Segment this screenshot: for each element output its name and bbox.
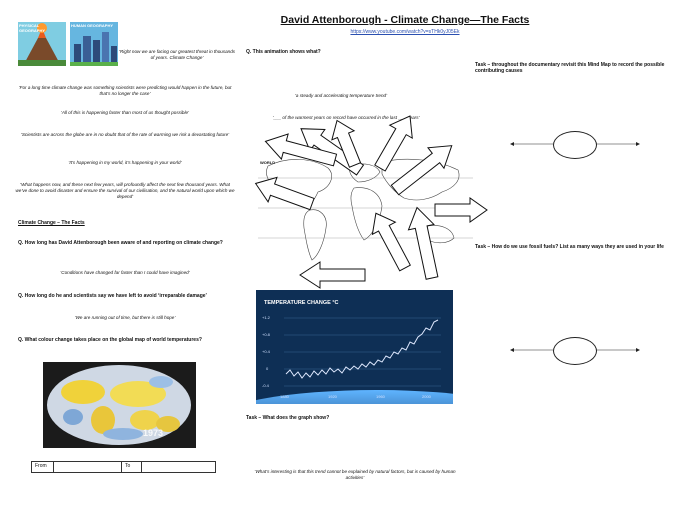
graph-y-tick-2: +0.8: [262, 332, 270, 337]
mind-map-connector-2: [510, 345, 640, 355]
quote-4: ‘Scientists are across the globe are in no doubt that of the rate of warming we risk a devastating future’: [20, 132, 230, 137]
question-3: Q. What colour change takes place on the global map of world temperatures?: [18, 337, 202, 343]
question-2: Q. How long do he and scientists say we have left to avoid ‘irreparable damage’: [18, 293, 207, 299]
graph-y-tick-5: -0.4: [262, 383, 269, 388]
video-link[interactable]: https://www.youtube.com/watch?v=sTHk0yJ05Ek: [350, 29, 460, 35]
from-label: From: [32, 462, 54, 472]
arrow-4: [369, 110, 422, 175]
temperature-graph-svg: [256, 290, 453, 404]
arrow-8: [300, 262, 365, 288]
world-map-label: WORLD: [260, 160, 276, 165]
bottom-quote: ‘What’s interesting is that this trend cannot be explained by natural factors, but is caused by human activities’: [254, 469, 456, 481]
quote-2: ‘For a long time climate change was something scientists were predicting would happen in the future, but that’s no longer the case’: [18, 85, 232, 97]
quote-6: ‘What happens now, and these next few years, will profoundly affect the next few thousand years. What we’ve done to avoid disaster and ensure the survival of our civilisation, and the natural world upon which we depend’: [15, 182, 235, 200]
answer-1: ‘Conditions have changed far faster than I could have imagined’: [60, 270, 190, 275]
page-title: David Attenborough - Climate Change—The Facts: [280, 14, 530, 26]
graph-y-tick-1: +1.2: [262, 315, 270, 320]
graph-x-tick-4: 2000: [422, 394, 431, 399]
to-label: To: [122, 462, 142, 472]
quote-5: ‘It’s happening in my world, it’s happening in your world’: [68, 160, 182, 165]
section-heading: Climate Change – The Facts: [18, 220, 85, 226]
task-fossil-fuels: Task – How do we use fossil fuels? List as many ways they are used in your life: [475, 244, 664, 250]
task-graph: Task – What does the graph show?: [246, 415, 330, 421]
temperature-graph: [256, 290, 453, 404]
graph-y-tick-4: 0: [266, 366, 269, 371]
answer-warmest-years: ‘___ of the warmest years on record have occurred in the last ___ years’: [272, 115, 420, 120]
quote-3: ‘All of this is happening faster than most of us thought possible’: [60, 110, 190, 115]
animation-question: Q. This animation shows what?: [246, 49, 321, 55]
map-year-label: 1973: [143, 428, 164, 438]
graph-y-tick-3: +0.4: [262, 349, 270, 354]
graph-x-tick-3: 1960: [376, 394, 385, 399]
answer-2: ‘We are running out of time, but there is still hope’: [74, 315, 176, 320]
human-geography-label: HUMAN GEOGRAPHY: [71, 23, 114, 28]
answer-steady-trend: ‘a steady and accelerating temperature trend’: [294, 93, 388, 98]
physical-geography-label: PHYSICAL GEOGRAPHY: [19, 23, 46, 33]
arrow-6: [251, 171, 316, 216]
graph-x-tick-1: 1880: [280, 394, 289, 399]
task-mind-map: Task – throughout the documentary revisit this Mind Map to record the possible contributing causes: [475, 62, 665, 74]
graph-title: TEMPERATURE CHANGE °C: [264, 300, 339, 306]
arrow-9: [364, 207, 416, 274]
graph-x-tick-2: 1920: [328, 394, 337, 399]
quote-1: ‘Right now we are facing our greatest threat in thousands of years. Climate Change’: [118, 49, 236, 61]
question-1: Q. How long has David Attenborough been aware of and reporting on climate change?: [18, 240, 223, 246]
arrow-7: [435, 198, 487, 222]
mind-map-connector-1: [510, 139, 640, 149]
